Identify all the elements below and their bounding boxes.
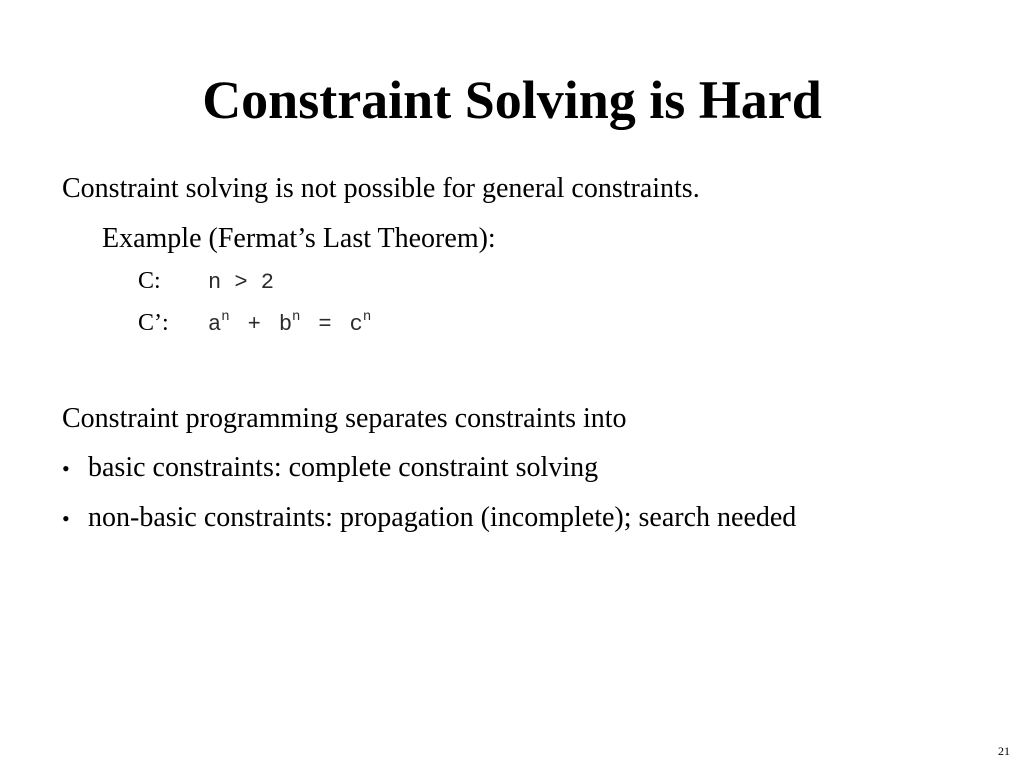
constraint-c — [138, 264, 274, 300]
constraint-c-label: C: — [138, 268, 161, 294]
page-number: 21 — [998, 744, 1010, 758]
bullet-item — [62, 451, 598, 486]
intro-text: Constraint solving is not possible for general constraints. — [62, 173, 700, 204]
equals-operator: = — [318, 312, 332, 337]
constraint-c-expression: n > 2 — [208, 270, 275, 295]
term-b-exponent: n — [292, 308, 301, 325]
term-b-base: b — [278, 312, 293, 337]
term-a — [208, 308, 230, 342]
bullet-text-non-basic: non-basic constraints: propagation (incomplete); search needed — [88, 502, 797, 533]
term-c-exponent: n — [362, 308, 372, 325]
bullet-text-basic: basic constraints: complete constraint solving — [88, 452, 599, 483]
constraint-c-prime-expression — [208, 308, 372, 337]
term-c-base: c — [349, 312, 363, 337]
separation-intro: Constraint programming separates constraints into — [62, 403, 627, 434]
term-b — [279, 308, 301, 342]
example-heading: Example (Fermat’s Last Theorem): — [102, 223, 496, 254]
term-a-exponent: n — [221, 308, 230, 325]
constraint-c-prime-label: C’: — [138, 310, 169, 336]
bullet-item — [62, 501, 796, 536]
term-a-base: a — [208, 312, 222, 337]
bullet-icon: • — [62, 456, 70, 481]
term-c — [350, 308, 372, 342]
slide-title: Constraint Solving is Hard — [202, 70, 822, 130]
plus-operator: + — [247, 312, 261, 337]
constraint-c-prime — [138, 306, 371, 342]
bullet-icon: • — [62, 506, 70, 531]
